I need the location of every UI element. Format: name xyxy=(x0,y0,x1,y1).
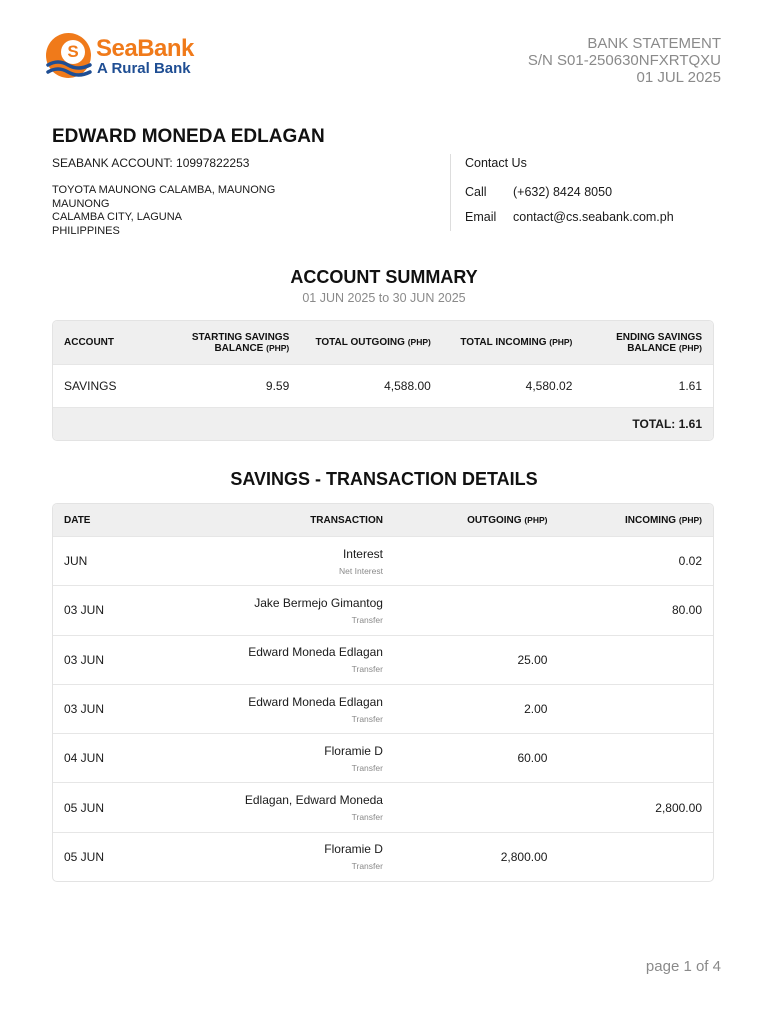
table-header xyxy=(53,321,713,364)
address-line: TOYOTA MAUNONG CALAMBA, MAUNONG xyxy=(52,184,276,196)
call-number[interactable]: (+632) 8424 8050 xyxy=(513,185,613,199)
txn-name: Jake Bermejo Gimantog xyxy=(254,595,383,610)
txn-incoming: 80.00 xyxy=(671,603,702,618)
address-line: PHILIPPINES xyxy=(52,224,120,237)
col-date: DATE xyxy=(64,514,91,526)
logo-letter: S xyxy=(61,40,85,64)
summary-period: 01 JUN 2025 to 30 JUN 2025 xyxy=(302,291,466,305)
statement-date: 01 JUL 2025 xyxy=(636,69,721,86)
divider xyxy=(450,154,451,231)
table-header xyxy=(53,504,713,536)
statement-meta xyxy=(528,35,721,86)
txn-date: 04 JUN xyxy=(64,751,105,766)
total-value: TOTAL: 1.61 xyxy=(632,417,702,431)
txn-name: Edlagan, Edward Moneda xyxy=(244,793,383,808)
address-line: MAUNONG xyxy=(52,197,110,210)
txn-date: JUN xyxy=(64,554,88,569)
col-incoming: TOTAL INCOMING (PHP) xyxy=(460,337,573,348)
txn-description: Transfer xyxy=(351,614,383,625)
table-row xyxy=(53,635,713,684)
statement-serial: S/N S01-250630NFXRTQXU xyxy=(527,52,721,69)
wave-icon xyxy=(46,59,92,79)
txn-incoming: 0.02 xyxy=(678,554,702,569)
txn-description: Transfer xyxy=(351,762,383,773)
txn-party xyxy=(153,547,394,576)
txn-date: 03 JUN xyxy=(64,702,105,717)
txn-party xyxy=(153,645,394,674)
txn-name: Floramie D xyxy=(324,743,383,758)
total-outgoing: 4,588.00 xyxy=(384,379,431,393)
transactions-title: SAVINGS - TRANSACTION DETAILS xyxy=(230,469,538,489)
col-outgoing: OUTGOING (PHP) xyxy=(467,514,548,526)
txn-party xyxy=(153,842,394,871)
txn-description: Transfer xyxy=(351,861,383,872)
customer-address xyxy=(52,184,312,238)
table-row xyxy=(53,684,713,733)
address-line: CALAMBA CITY, LAGUNA xyxy=(52,211,183,223)
email-address[interactable]: contact@cs.seabank.com.ph xyxy=(513,210,674,224)
txn-description: Transfer xyxy=(351,812,383,823)
transactions-table xyxy=(52,503,714,882)
summary-title: ACCOUNT SUMMARY xyxy=(290,267,478,287)
email-label: Email xyxy=(465,210,497,224)
txn-name: Edward Moneda Edlagan xyxy=(248,645,383,660)
txn-outgoing: 2,800.00 xyxy=(500,849,548,864)
col-incoming: INCOMING (PHP) xyxy=(624,514,702,526)
table-row xyxy=(53,585,713,634)
page-number: page 1 of 4 xyxy=(645,958,721,975)
txn-party xyxy=(153,596,394,625)
contact-heading: Contact Us xyxy=(465,156,527,170)
total-row xyxy=(53,407,713,440)
col-transaction: TRANSACTION xyxy=(310,514,383,526)
table-row xyxy=(53,733,713,782)
table-row xyxy=(53,832,713,881)
col-account: ACCOUNT xyxy=(64,337,114,348)
txn-name: Interest xyxy=(342,546,383,561)
brand-name: SeaBank xyxy=(96,35,194,62)
txn-description: Transfer xyxy=(351,713,383,724)
brand-tagline: A Rural Bank xyxy=(97,60,191,77)
txn-name: Floramie D xyxy=(324,842,383,857)
table-row xyxy=(53,536,713,585)
account-name: SAVINGS xyxy=(64,379,117,393)
txn-outgoing: 60.00 xyxy=(517,751,548,766)
ending-balance: 1.61 xyxy=(678,379,702,393)
txn-description: Transfer xyxy=(351,664,383,675)
call-label: Call xyxy=(465,185,487,199)
txn-outgoing: 25.00 xyxy=(517,652,548,667)
txn-date: 05 JUN xyxy=(64,849,105,864)
txn-party xyxy=(153,744,394,773)
table-row xyxy=(53,364,713,407)
starting-balance: 9.59 xyxy=(265,379,290,393)
txn-name: Edward Moneda Edlagan xyxy=(248,694,383,709)
txn-party xyxy=(153,793,394,822)
txn-date: 03 JUN xyxy=(64,603,105,618)
contact-block xyxy=(465,156,674,224)
txn-party xyxy=(153,695,394,724)
col-outgoing: TOTAL OUTGOING (PHP) xyxy=(315,337,431,348)
col-ending: ENDING SAVINGS BALANCE (PHP) xyxy=(616,331,702,354)
txn-incoming: 2,800.00 xyxy=(655,800,702,815)
txn-date: 03 JUN xyxy=(64,652,105,667)
total-incoming: 4,580.02 xyxy=(525,379,573,393)
txn-description: Net Interest xyxy=(339,565,383,576)
customer-name: EDWARD MONEDA EDLAGAN xyxy=(52,126,325,147)
seabank-logo xyxy=(46,33,206,81)
statement-type: BANK STATEMENT xyxy=(587,35,721,52)
table-row xyxy=(53,782,713,831)
col-starting: STARTING SAVINGS BALANCE (PHP) xyxy=(191,331,290,354)
customer-account: SEABANK ACCOUNT: 10997822253 xyxy=(52,156,250,170)
txn-outgoing: 2.00 xyxy=(524,702,548,717)
account-summary-table xyxy=(52,320,714,441)
txn-date: 05 JUN xyxy=(64,800,105,815)
